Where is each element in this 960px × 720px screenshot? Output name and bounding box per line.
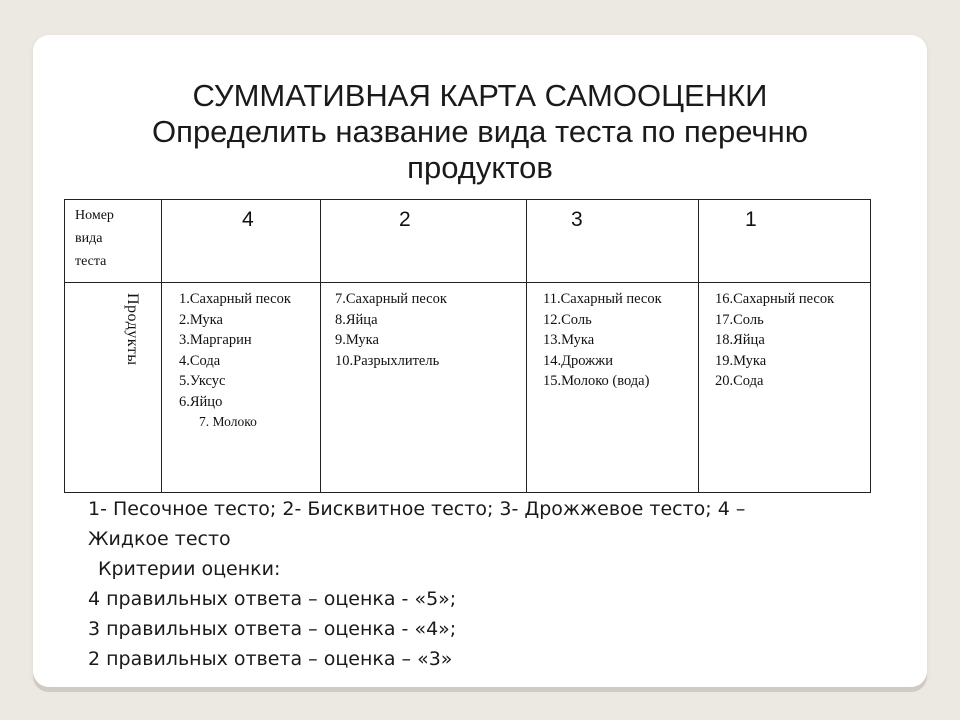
list-item: 10.Разрыхлитель (335, 352, 440, 369)
ingredients-cell (527, 283, 699, 493)
test-number: 4 (242, 208, 254, 231)
side-label: Продукты (124, 293, 141, 366)
ingredients-row (65, 283, 871, 493)
ingredients-cell (699, 283, 871, 493)
slide-title (33, 78, 927, 186)
list-item: 15.Молоко (вода) (543, 373, 650, 389)
list-item: 2.Мука (179, 311, 223, 328)
list-item: 16.Сахарный песок (715, 291, 835, 307)
criteria-line: 2 правильных ответа – оценка – «3» (88, 648, 453, 670)
list-item: 17.Соль (715, 311, 764, 328)
list-item: 8.Яйца (335, 311, 378, 328)
legend-block (88, 494, 808, 674)
list-item: 1.Сахарный песок (179, 291, 291, 307)
header-label-cell (65, 200, 162, 283)
test-number: 1 (745, 208, 757, 231)
title-line-1: СУММАТИВНАЯ КАРТА САМООЦЕНКИ (192, 78, 768, 113)
test-types-legend: 1- Песочное тесто; 2- Бисквитное тесто; 3- Дрожжевое тесто; 4 – Жидкое тесто (88, 498, 746, 550)
list-item: 9.Мука (335, 332, 379, 348)
ingredients-cell (162, 283, 321, 493)
ingredients-list (162, 283, 320, 433)
test-types-table (64, 199, 871, 493)
number-cell (162, 200, 321, 283)
list-item: 18.Яйца (715, 332, 765, 348)
number-cell (321, 200, 527, 283)
list-item: 19.Мука (715, 352, 767, 369)
list-item: 11.Сахарный песок (543, 291, 662, 307)
list-item: 6.Яйцо (179, 393, 223, 410)
list-item: 20.Сода (715, 373, 764, 389)
criteria-line: 3 правильных ответа – оценка - «4»; (88, 618, 457, 640)
list-item: 7. Молоко (199, 414, 257, 429)
list-item: 3.Маргарин (179, 332, 252, 348)
ingredients-list (321, 283, 526, 371)
table-header-row (65, 200, 871, 283)
side-label-cell (65, 283, 162, 493)
number-cell (699, 200, 871, 283)
test-number: 2 (399, 208, 411, 231)
criteria-title: Критерии оценки: (98, 558, 281, 580)
criteria-line: 4 правильных ответа – оценка - «5»; (88, 588, 457, 610)
list-item: 4.Сода (179, 352, 221, 369)
header-label: Номер вида теста (75, 208, 114, 269)
list-item: 13.Мука (543, 332, 595, 348)
test-number: 3 (571, 208, 583, 231)
ingredients-cell (321, 283, 527, 493)
list-item: 12.Соль (543, 311, 592, 328)
title-line-2: Определить название вида теста по перечню продуктов (152, 114, 808, 185)
list-item: 14.Дрожжи (543, 352, 613, 369)
number-cell (527, 200, 699, 283)
ingredients-list (527, 283, 698, 392)
ingredients-list (699, 283, 870, 392)
list-item: 7.Сахарный песок (335, 291, 447, 307)
list-item: 5.Уксус (179, 373, 226, 389)
